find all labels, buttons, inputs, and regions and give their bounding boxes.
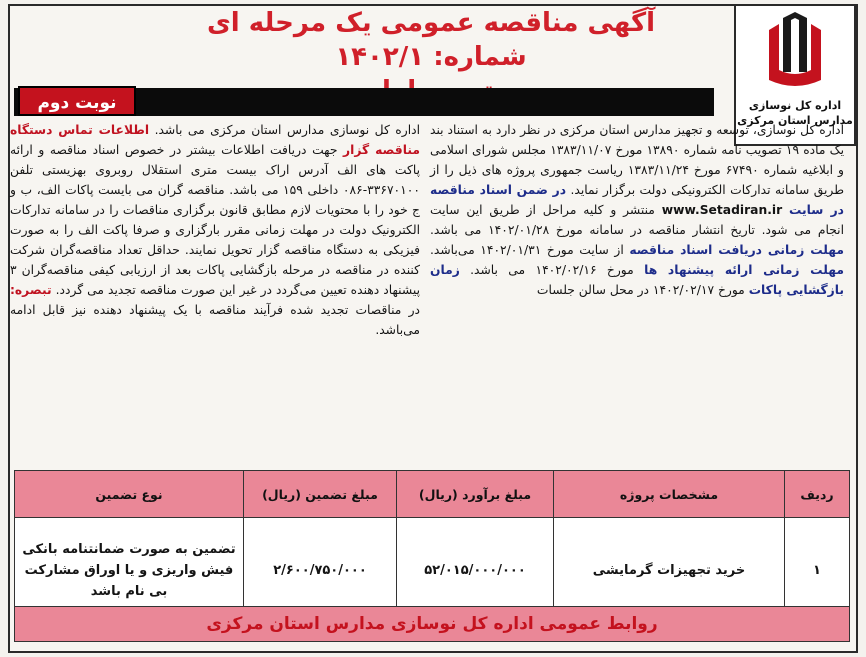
footer-public-relations: روابط عمومی اداره کل نوسازی مدارس استان مرکزی [14, 606, 850, 642]
table-header-row [15, 471, 850, 518]
proposal-deadline-label: مهلت زمانی ارائه پیشنهاد ها [644, 263, 844, 277]
contact-info-label: اطلاعات تماس دستگاه مناقصه گزار [10, 123, 420, 157]
header-estimate: مبلغ برآورد (ریال) [397, 471, 554, 518]
venue-continuation: اداره کل نوسازی مدارس استان مرکزی می باشد. [154, 123, 420, 137]
cell-guarantee-amount: ۲/۶۰۰/۷۵۰/۰۰۰ [244, 518, 397, 623]
left-column [10, 120, 420, 340]
cell-row-number: ۱ [785, 518, 850, 623]
documents-site-link[interactable]: www.Setadiran.ir [661, 203, 783, 217]
documents-site-label: در ضمن اسناد مناقصه در سایت [430, 183, 844, 217]
cell-estimate: ۵۲/۰۱۵/۰۰۰/۰۰۰ [397, 518, 554, 623]
cell-guarantee-type: تضمین به صورت ضمانتنامه بانکی فیش واریزی و یا اوراق مشارکت بی نام باشد [15, 518, 244, 623]
school-renovation-emblem-icon [759, 10, 831, 96]
intro-paragraph: اداره کل نوسازی، توسعه و تجهیز مدارس استان مرکزی در نظر دارد به استناد بند یک ماده ۱۹ تصویب نامه شماره ۱۳۸۹۰ مورخ ۱۳۸۳/۱۱/۰۷ مجلس شورای اسلامی و ابلاغیه شماره ۶۷۴۹۰ مورخ ۱۳۸۳/۱۱/۲۴ ریاست جمهوری پروژه های ذیل را از طریق سامانه تدارکات الکترونیکی دولت برگزار نماید. [430, 123, 845, 197]
logo-name-line2: مدارس استان مرکزی [737, 114, 853, 127]
documents-site-text: منتشر و کلیه مراحل از طریق این سایت انجام می شود. تاریخ انتشار مناقصه در سامانه مورخ ۱۴۰۲/۰۱/۲۸ می باشد. [430, 203, 844, 237]
note-label: تبصره: [10, 283, 52, 297]
opening-time-label: زمان بازگشایی پاکات [430, 263, 844, 297]
contact-info-text: جهت دریافت اطلاعات بیشتر در خصوص اسناد مناقصه و ارائه پاکت های الف آدرس اراک بیست متری استقلال روبروی بهزیستی تلفن ۳۳۶۷۰۱۰۰-۰۸۶ داخلی ۱۵۹ می باشد. [10, 143, 420, 197]
turn-badge: نوبت دوم [18, 86, 136, 116]
minimum-bidders: حداقل تعداد مناقصه‌گران شرکت کننده در مناقصه در مرحله بازگشایی پاکات بعد از ارزیابی کیفی مناقصه‌گران ۳ پیشنهاد دهنده تعیین می‌گردد در غیر این صورت مناقصه تجدید می گردد. [10, 243, 420, 297]
document-deadline-text: از سایت مورخ ۱۴۰۲/۰۱/۳۱ می‌باشد. [430, 243, 624, 257]
note-text: در مناقصات تجدید شده فرآیند مناقصه با یک پیشنهاد دهنده نیز قابل ادامه می‌باشد. [10, 303, 420, 337]
logo-name-line1: اداره کل نوسازی [748, 99, 842, 112]
tender-table [14, 470, 850, 623]
document-deadline-label: مهلت زمانی دریافت اسناد مناقصه [629, 243, 844, 257]
header-guarantee-amount: مبلغ تضمین (ریال) [244, 471, 397, 518]
opening-time-text: مورخ ۱۴۰۲/۰۲/۱۷ در محل سالن جلسات [536, 283, 745, 297]
cell-project: خرید تجهیزات گرمایشی [554, 518, 785, 623]
title-line1: آگهی مناقصه عمومی یک مرحله ای شماره: ۱۴۰۲/۱ [206, 8, 656, 72]
header-project: مشخصات پروژه [554, 471, 785, 518]
right-column [430, 120, 844, 300]
header-row-number: ردیف [785, 471, 850, 518]
header-guarantee-type: نوع تضمین [15, 471, 244, 518]
submission-instructions: مناقصه گران می بایست پاکات الف، ب و ج خود را با محتویات لازم مطابق قانون برگزاری مناقصات را در سامانه تدارکات الکترونیک دولت در مهلت زمانی مقرر بارگزاری و صرفا پاکت الف را به صورت فیزیکی به دستگاه مناقصه گزار تحویل نمایند. [10, 183, 420, 257]
proposal-deadline-text: مورخ ۱۴۰۲/۰۲/۱۶ می باشد. [470, 263, 634, 277]
